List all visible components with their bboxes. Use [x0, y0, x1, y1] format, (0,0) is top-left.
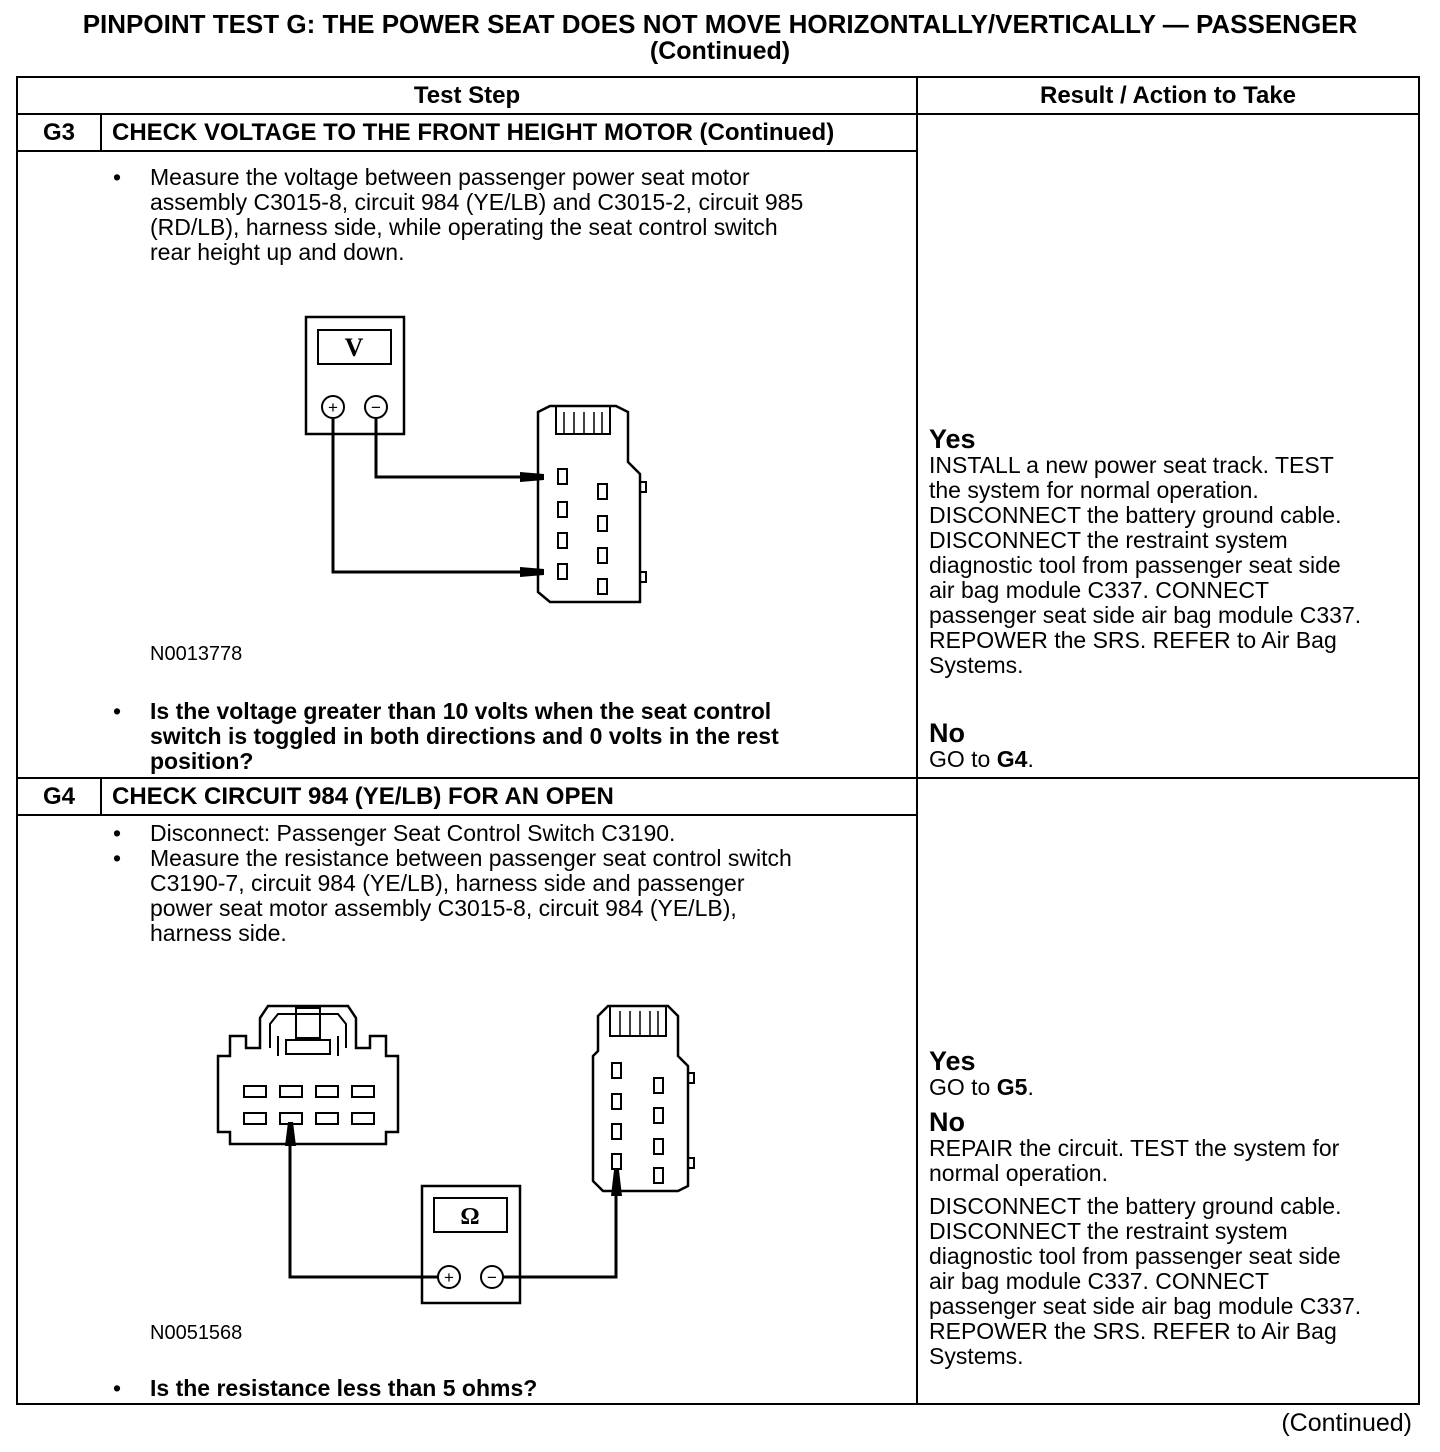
minus-icon: − [487, 1268, 497, 1287]
question-line: position? [150, 748, 254, 774]
result-line: REPAIR the circuit. TEST the system for [929, 1135, 1340, 1161]
negative-lead [376, 419, 526, 477]
figure-id-g3: N0013778 [150, 643, 243, 665]
question-line: switch is toggled in both directions and 0 volts in the rest [150, 723, 779, 749]
bullet: • [113, 845, 122, 871]
yes-label: Yes [929, 1046, 976, 1076]
instruction-line: Measure the resistance between passenger seat control switch [150, 845, 792, 871]
result-line: REPOWER the SRS. REFER to Air Bag [929, 627, 1337, 653]
result-line: diagnostic tool from passenger seat side [929, 552, 1341, 578]
step-id-g4: G4 [17, 778, 101, 815]
c3015-connector [538, 406, 640, 602]
ohmmeter-diagram [208, 996, 708, 1316]
page-subtitle: (Continued) [649, 37, 791, 65]
go-to-text: GO to [929, 746, 997, 772]
voltmeter-diagram [288, 302, 648, 612]
positive-lead [290, 1144, 438, 1277]
step-title-g3: CHECK VOLTAGE TO THE FRONT HEIGHT MOTOR (Continued) [101, 114, 917, 151]
punct: . [1027, 1074, 1034, 1100]
bullet: • [113, 698, 122, 724]
step-title-g4: CHECK CIRCUIT 984 (YE/LB) FOR AN OPEN [101, 778, 917, 815]
instruction-g3 [150, 165, 890, 265]
minus-icon: − [371, 398, 381, 417]
positive-lead [333, 419, 526, 572]
question-g4: Is the resistance less than 5 ohms? [150, 1375, 538, 1401]
step-id-g3: G3 [17, 114, 101, 151]
result-line: passenger seat side air bag module C337. [929, 602, 1362, 628]
result-line: Systems. [929, 1343, 1024, 1369]
probe-tip [611, 1170, 622, 1196]
instruction-line: Measure the voltage between passenger power seat motor [150, 164, 750, 190]
instruction-g4-1: Disconnect: Passenger Seat Control Switch C3190. [150, 820, 676, 846]
probe-tip [285, 1122, 296, 1146]
result-line [929, 747, 1414, 772]
bullet: • [113, 1375, 122, 1401]
punct: . [1027, 746, 1034, 772]
continued-footer: (Continued) [1281, 1409, 1412, 1437]
result-line: Systems. [929, 652, 1024, 678]
go-to-target: G5 [996, 1074, 1028, 1100]
result-line: diagnostic tool from passenger seat side [929, 1243, 1341, 1269]
yes-label: Yes [929, 424, 976, 454]
result-line [929, 1075, 1414, 1100]
plus-icon: + [328, 398, 338, 417]
instruction-line: C3190-7, circuit 984 (YE/LB), harness side and passenger [150, 870, 745, 896]
no-label: No [929, 718, 965, 748]
header-result: Result / Action to Take [917, 77, 1419, 114]
bullet: • [113, 820, 122, 846]
go-to-text: GO to [929, 1074, 997, 1100]
result-line: the system for normal operation. [929, 477, 1259, 503]
result-line: DISCONNECT the battery ground cable. [929, 502, 1342, 528]
result-line: DISCONNECT the battery ground cable. [929, 1193, 1342, 1219]
question-line: Is the voltage greater than 10 volts when the seat control [150, 698, 772, 724]
result-line: air bag module C337. CONNECT [929, 577, 1270, 603]
instruction-g4-2 [150, 846, 890, 946]
result-line: air bag module C337. CONNECT [929, 1268, 1270, 1294]
pinpoint-table [16, 76, 1420, 1405]
bullet: • [113, 164, 122, 190]
result-cell-g3 [917, 114, 1419, 778]
plus-icon: + [444, 1268, 454, 1287]
result-yes-g3 [929, 425, 1414, 678]
result-line: REPOWER the SRS. REFER to Air Bag [929, 1318, 1337, 1344]
instruction-line: (RD/LB), harness side, while operating the seat control switch [150, 214, 778, 240]
result-yes-g4 [929, 1047, 1414, 1369]
go-to-target: G4 [996, 746, 1028, 772]
result-line: INSTALL a new power seat track. TEST [929, 452, 1334, 478]
instruction-line: harness side. [150, 920, 287, 946]
step-body-g4 [17, 815, 917, 1404]
figure-id-g4: N0051568 [150, 1322, 243, 1344]
page-title: PINPOINT TEST G: THE POWER SEAT DOES NOT MOVE HORIZONTALLY/VERTICALLY — PASSENGER [82, 9, 1358, 39]
result-line: DISCONNECT the restraint system [929, 1218, 1288, 1244]
instruction-line: power seat motor assembly C3015-8, circuit 984 (YE/LB), [150, 895, 737, 921]
meter-symbol-ohm: Ω [460, 1204, 480, 1230]
result-line: passenger seat side air bag module C337. [929, 1293, 1362, 1319]
instruction-line: rear height up and down. [150, 239, 405, 265]
header-test-step: Test Step [17, 77, 917, 114]
no-label: No [929, 1107, 965, 1137]
probe-tip [520, 567, 544, 577]
question-g3 [150, 699, 890, 774]
result-cell-g4 [917, 778, 1419, 1404]
step-body-g3 [17, 151, 917, 778]
result-line: normal operation. [929, 1160, 1108, 1186]
result-line: DISCONNECT the restraint system [929, 527, 1288, 553]
result-no-g3 [929, 719, 1414, 772]
instruction-line: assembly C3015-8, circuit 984 (YE/LB) and C3015-2, circuit 985 [150, 189, 804, 215]
probe-tip [520, 472, 544, 482]
meter-symbol-v: V [344, 333, 364, 362]
